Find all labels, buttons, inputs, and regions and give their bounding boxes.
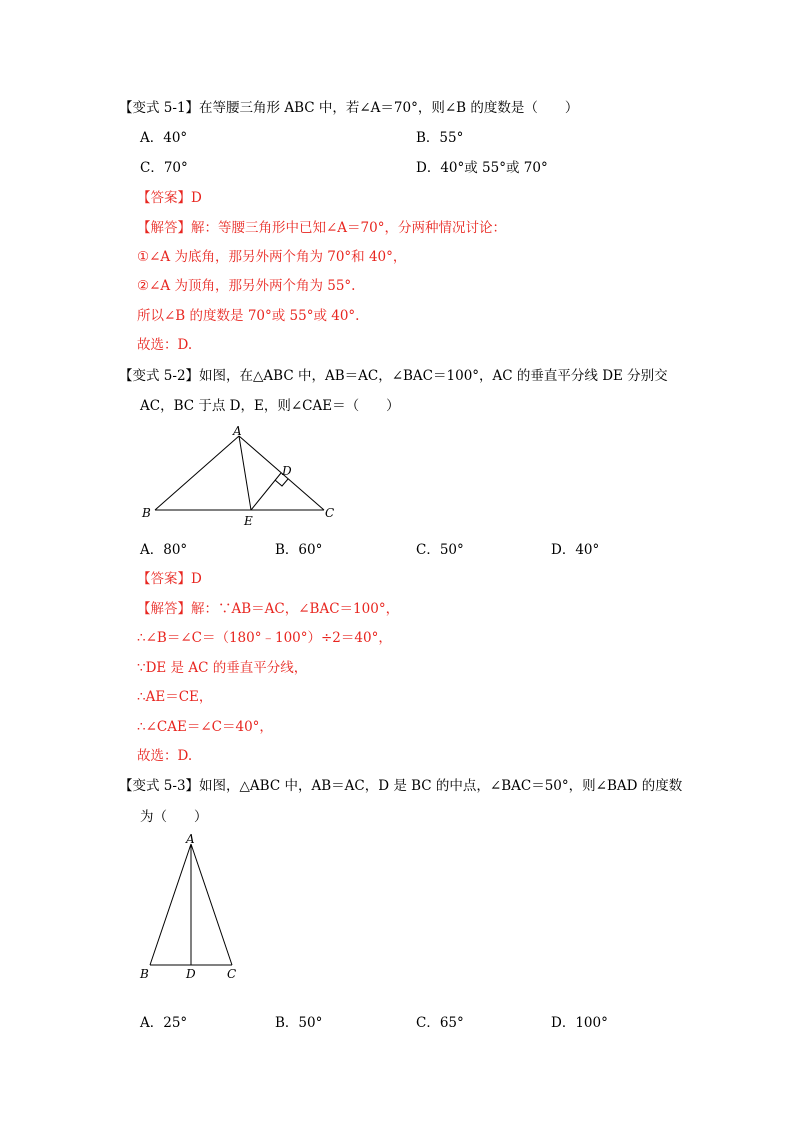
label-a: A <box>186 832 195 846</box>
q1-analysis-line: ①∠A 为底角，那另外两个角为 70°和 40°， <box>137 249 407 265</box>
q2-option-d: D．40° <box>551 542 600 558</box>
q2-analysis-line: ∴AE＝CE， <box>137 689 213 705</box>
q2-option-a: A．80° <box>140 542 188 558</box>
q2-analysis-line: 【解答】解：∵AB＝AC，∠BAC＝100°， <box>137 601 400 617</box>
q1-option-a: A．40° <box>140 130 188 146</box>
q3-option-a: A．25° <box>140 1015 188 1031</box>
q1-option-c: C．70° <box>140 160 188 176</box>
q2-analysis-line: 故选：D. <box>137 748 193 764</box>
label-a: A <box>233 424 242 438</box>
segment-de <box>251 473 281 510</box>
label-b: B <box>140 967 149 981</box>
q3-option-d: D．100° <box>551 1015 608 1031</box>
q3-triangle-figure <box>135 830 245 985</box>
q2-analysis-line: ∵DE 是 AC 的垂直平分线， <box>137 660 308 676</box>
right-angle-mark <box>275 479 288 486</box>
segment-ab <box>150 844 191 965</box>
q1-answer: 【答案】D <box>137 190 202 206</box>
segment-ac <box>191 844 232 965</box>
label-d: D <box>186 967 196 981</box>
q1-option-d: D．40°或 55°或 70° <box>416 160 548 176</box>
q2-option-c: C．50° <box>416 542 464 558</box>
label-b: B <box>142 506 151 520</box>
label-e: E <box>244 514 253 528</box>
q2-triangle-figure <box>135 424 345 528</box>
q1-analysis-line: ②∠A 为顶角，那另外两个角为 55°. <box>137 278 356 294</box>
segment-ae <box>239 436 251 510</box>
label-d: D <box>282 464 292 478</box>
q1-option-b: B．55° <box>416 130 464 146</box>
q1-analysis-line: 故选：D. <box>137 337 193 353</box>
q3-stem-line1: 【变式 5-3】如图，△ABC 中，AB＝AC，D 是 BC 的中点，∠BAC＝50°，则∠BAD 的度数 <box>119 778 683 794</box>
q2-option-b: B．60° <box>275 542 323 558</box>
q3-option-c: C．65° <box>416 1015 464 1031</box>
q1-analysis-line: 所以∠B 的度数是 70°或 55°或 40°. <box>137 308 360 324</box>
label-c: C <box>227 967 237 981</box>
q3-option-b: B．50° <box>275 1015 323 1031</box>
q2-stem-line2: AC，BC 于点 D，E，则∠CAE＝（ ） <box>140 398 400 414</box>
label-c: C <box>325 506 335 520</box>
q2-analysis-line: ∴∠B＝∠C＝（180°﹣100°）÷2＝40°， <box>137 630 392 646</box>
q3-stem-line2: 为（ ） <box>140 809 208 825</box>
q1-stem: 【变式 5-1】在等腰三角形 ABC 中，若∠A＝70°，则∠B 的度数是（ ） <box>119 100 579 116</box>
q1-analysis-line: 【解答】解：等腰三角形中已知∠A＝70°，分两种情况讨论： <box>137 220 506 236</box>
q2-stem-line1: 【变式 5-2】如图，在△ABC 中，AB＝AC，∠BAC＝100°，AC 的垂直平分线 DE 分别交 <box>119 368 668 384</box>
q2-analysis-line: ∴∠CAE＝∠C＝40°， <box>137 719 273 735</box>
segment-ab <box>155 436 239 510</box>
q2-answer: 【答案】D <box>137 571 202 587</box>
